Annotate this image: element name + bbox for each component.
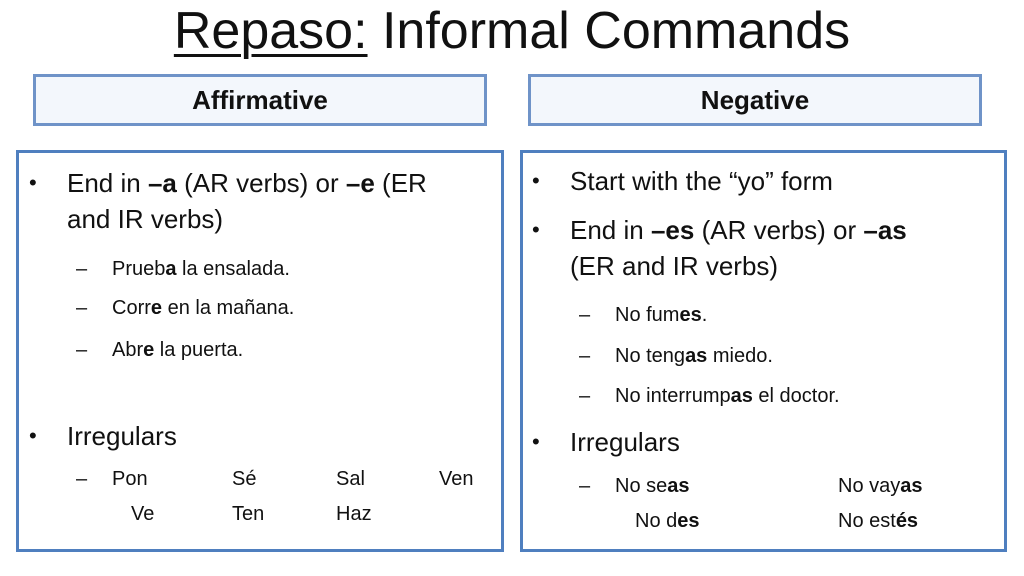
text: Start with the “yo” form bbox=[570, 166, 833, 196]
ending-e: –e bbox=[345, 168, 375, 198]
dash-icon: – bbox=[579, 304, 591, 326]
irregulars-bullet bbox=[29, 418, 177, 454]
text: Prueb bbox=[112, 258, 166, 280]
bullet-icon: • bbox=[532, 217, 540, 242]
irregular-verb bbox=[635, 508, 700, 534]
dash-icon: – bbox=[579, 475, 591, 497]
irregulars-bullet bbox=[532, 424, 680, 460]
irregular-verb: Pon bbox=[112, 468, 148, 490]
ending: e bbox=[143, 339, 155, 361]
ending-es: –es bbox=[650, 215, 695, 245]
text: en la mañana. bbox=[162, 297, 295, 319]
bullet-icon: • bbox=[29, 423, 37, 448]
affirmative-panel bbox=[16, 150, 504, 552]
text: miedo. bbox=[707, 345, 773, 367]
dash-icon: – bbox=[76, 468, 88, 490]
title-rest: Informal Commands bbox=[381, 2, 851, 60]
title-underlined: Repaso: bbox=[173, 2, 368, 60]
irregulars-label: Irregulars bbox=[67, 421, 177, 451]
ending: as bbox=[667, 475, 690, 497]
text: (AR verbs) or bbox=[694, 215, 864, 245]
example-item bbox=[76, 337, 244, 363]
dash-icon: – bbox=[76, 339, 88, 361]
negative-header bbox=[528, 74, 982, 126]
ending: a bbox=[165, 258, 177, 280]
irregular-verb bbox=[838, 473, 923, 499]
irregular-verb: Sal bbox=[336, 468, 365, 490]
irregular-verb bbox=[615, 473, 690, 499]
irregular-verb: Haz bbox=[336, 503, 372, 525]
text: el doctor. bbox=[752, 385, 840, 407]
ending: as bbox=[730, 385, 753, 407]
text: End in bbox=[570, 215, 651, 245]
negative-rule-bullet bbox=[532, 163, 990, 199]
irregular-verb: Ve bbox=[131, 503, 155, 525]
bullet-icon: • bbox=[532, 429, 540, 454]
text: and IR verbs) bbox=[67, 204, 224, 234]
dash-icon: – bbox=[579, 345, 591, 367]
text: No d bbox=[635, 510, 678, 532]
negative-ending-bullet bbox=[532, 212, 990, 284]
text: (ER and IR verbs) bbox=[570, 251, 779, 281]
irregular-verb bbox=[838, 508, 918, 534]
text: Corr bbox=[112, 297, 151, 319]
affirmative-header bbox=[33, 74, 487, 126]
irregulars-label: Irregulars bbox=[570, 427, 680, 457]
ending: és bbox=[895, 510, 919, 532]
ending: e bbox=[150, 297, 163, 319]
affirmative-header-label: Affirmative bbox=[192, 84, 328, 115]
text: (AR verbs) or bbox=[176, 168, 346, 198]
example-item bbox=[76, 295, 295, 321]
dash-icon: – bbox=[76, 258, 88, 280]
ending: as bbox=[685, 345, 708, 367]
negative-panel bbox=[520, 150, 1007, 552]
irregular-verb: Ven bbox=[439, 468, 474, 490]
text: End in bbox=[67, 168, 148, 198]
ending-as: –as bbox=[863, 215, 907, 245]
text: . bbox=[701, 304, 708, 326]
text: No fum bbox=[615, 304, 680, 326]
text: la ensalada. bbox=[176, 258, 290, 280]
bullet-icon: • bbox=[532, 168, 540, 193]
bullet-icon: • bbox=[29, 170, 37, 195]
irregular-verb: Sé bbox=[232, 468, 257, 490]
affirmative-rule-bullet bbox=[29, 165, 487, 237]
example-item bbox=[579, 383, 840, 409]
dash-icon: – bbox=[76, 297, 88, 319]
ending-a: –a bbox=[147, 168, 177, 198]
ending: as bbox=[900, 475, 923, 497]
text: No teng bbox=[615, 345, 686, 367]
text: No interrump bbox=[615, 385, 731, 407]
irregular-verb: Ten bbox=[232, 503, 265, 525]
text: Abr bbox=[112, 339, 144, 361]
example-item bbox=[76, 256, 290, 282]
text: No vay bbox=[838, 475, 901, 497]
ending: es bbox=[677, 510, 700, 532]
negative-header-label: Negative bbox=[700, 84, 810, 115]
slide-title bbox=[0, 0, 1024, 62]
ending: es bbox=[679, 304, 702, 326]
dash-icon: – bbox=[579, 385, 591, 407]
text: No se bbox=[615, 475, 668, 497]
text: (ER bbox=[374, 168, 427, 198]
example-item bbox=[579, 302, 708, 328]
text: No est bbox=[838, 510, 896, 532]
text: la puerta. bbox=[154, 339, 244, 361]
example-item bbox=[579, 343, 773, 369]
